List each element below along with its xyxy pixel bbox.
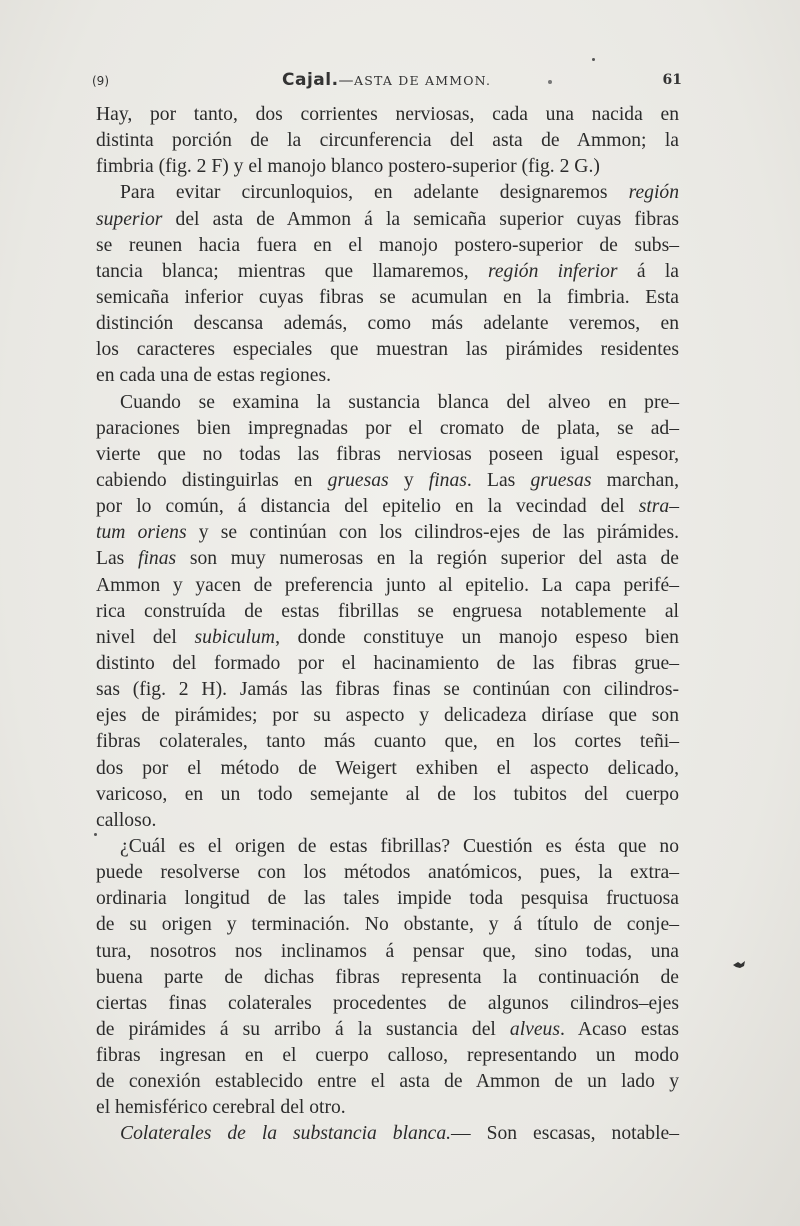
text-line (96, 259, 679, 285)
text-run: nivel del (96, 626, 195, 648)
text-run: tura, nosotros nos inclinamos á pensar que, sino todas, una (96, 940, 679, 962)
text-line (96, 180, 679, 206)
text-line (96, 939, 679, 965)
italic-term: finas (138, 548, 177, 570)
ink-blot-mark (732, 960, 746, 970)
text-run: en cada una de estas regiones. (96, 365, 332, 387)
italic-term: región (628, 182, 679, 204)
text-line (96, 520, 679, 546)
text-run: cabiendo distinguirlas en (96, 469, 328, 491)
italic-term: gruesas (327, 469, 389, 491)
text-run: varicoso, en un todo semejante al de los tubitos del cuerpo (96, 783, 679, 805)
text-line (96, 703, 679, 729)
text-run: vierte que no todas las fibras nerviosas poseen igual espesor, (96, 443, 679, 465)
text-line (96, 573, 679, 599)
text-run: ¿Cuál es el origen de estas fibrillas? Cuestión es ésta que no (120, 835, 679, 857)
text-line (96, 782, 679, 808)
text-run: . Acaso estas (559, 1018, 680, 1040)
text-run: Hay, por tanto, dos corrientes nerviosas, cada una nacida en (96, 104, 679, 125)
text-run: se reunen hacia fuera en el manojo postero-superior de subs– (96, 234, 679, 256)
text-run: ciertas finas colaterales procedentes de algunos cilindros–ejes (96, 992, 679, 1014)
italic-term: alveus (509, 1018, 560, 1040)
text-line (96, 207, 679, 233)
text-line (96, 834, 679, 860)
author-name: Cajal. (282, 70, 339, 90)
ink-speck (592, 58, 595, 61)
text-line (96, 416, 679, 442)
text-run: Cuando se examina la sustancia blanca del alveo en pre– (120, 391, 679, 413)
text-run: el hemisférico cerebral del otro. (96, 1097, 346, 1119)
running-title (282, 70, 491, 90)
text-run: , donde constituye un manojo espeso bien (275, 626, 679, 648)
text-run: del asta de Ammon á la semicaña superior cuyas fibras (162, 208, 679, 230)
text-run: marchan, (591, 469, 679, 491)
italic-term: finas (428, 469, 467, 491)
text-run: paraciones bien impregnadas por el cromato de plata, se ad– (96, 417, 679, 439)
text-line (96, 860, 679, 886)
text-run: puede resolverse con los métodos anatómicos, pues, la extra– (96, 862, 679, 884)
text-line (96, 808, 679, 834)
text-line (96, 756, 679, 782)
text-line (96, 390, 679, 416)
text-run: los caracteres especiales que muestran las pirámides residentes (96, 339, 679, 361)
text-run: ejes de pirámides; por su aspecto y delicadeza diríase que son (96, 705, 679, 727)
text-line (96, 625, 679, 651)
body-text (96, 102, 679, 1148)
text-line (96, 337, 679, 363)
text-line (96, 468, 679, 494)
text-line (96, 991, 679, 1017)
text-line (96, 1121, 679, 1147)
italic-term: Colaterales de la substancia blanca. (120, 1123, 452, 1145)
text-run: Para evitar circunloquios, en adelante designaremos (120, 182, 629, 204)
text-run: ordinaria longitud de las tales impide toda pesquisa fructuosa (96, 888, 679, 910)
text-line (96, 1017, 679, 1043)
running-header (92, 70, 682, 96)
italic-term: superior (96, 208, 163, 230)
text-run: fibras ingresan en el cuerpo calloso, representando un modo (96, 1045, 679, 1067)
italic-term: región inferior (487, 260, 618, 282)
text-run: rica construída de estas fibrillas se engruesa notablemente al (96, 600, 679, 622)
text-line (96, 363, 679, 389)
text-line (96, 912, 679, 938)
italic-term: gruesas (530, 469, 592, 491)
text-run: calloso. (96, 809, 157, 831)
text-line (96, 677, 679, 703)
text-line (96, 154, 679, 180)
text-run: distinción descansa además, como más adelante veremos, en (96, 313, 679, 335)
text-run: Ammon y yacen de preferencia junto al epitelio. La capa perifé– (96, 574, 679, 596)
text-line (96, 729, 679, 755)
text-run: . Las (466, 469, 531, 491)
italic-term: subiculum (194, 626, 276, 648)
italic-term: stra– (638, 496, 679, 518)
text-line (96, 311, 679, 337)
text-line (96, 285, 679, 311)
text-line (96, 1069, 679, 1095)
text-run: son muy numerosas en la región superior del asta de (176, 548, 679, 570)
italic-term: tum oriens (96, 522, 187, 544)
text-run: semicaña inferior cuyas fibras se acumulan en la fimbria. Esta (96, 286, 679, 308)
text-run: y se continúan con los cilindros-ejes de las pirámides. (186, 522, 679, 544)
text-line (96, 1095, 679, 1121)
text-run: de su origen y terminación. No obstante, y á título de conje– (96, 914, 679, 936)
text-line (96, 233, 679, 259)
text-line (96, 886, 679, 912)
text-line (96, 965, 679, 991)
text-run: dos por el método de Weigert exhiben el aspecto delicado, (96, 757, 679, 779)
text-line (96, 546, 679, 572)
text-line (96, 102, 679, 128)
page-marker: (9) (92, 74, 109, 88)
text-line (96, 599, 679, 625)
text-run: de pirámides á su arribo á la sustancia del (96, 1018, 510, 1040)
text-line (96, 128, 679, 154)
text-run: fimbria (fig. 2 F) y el manojo blanco postero-superior (fig. 2 G.) (96, 156, 600, 178)
text-line (96, 494, 679, 520)
text-run: Las (96, 548, 139, 570)
ink-speck (94, 833, 97, 836)
text-run: sas (fig. 2 H). Jamás las fibras finas se continúan con cilindros- (96, 679, 679, 701)
text-run: fibras colaterales, tanto más cuanto que, en los cortes teñi– (96, 731, 679, 753)
text-line (96, 651, 679, 677)
page-number: 61 (662, 72, 682, 88)
text-run: á la (617, 260, 679, 282)
text-line (96, 442, 679, 468)
text-run: y (388, 469, 429, 491)
text-run: buena parte de dichas fibras representa la continuación de (96, 966, 679, 988)
text-run: tancia blanca; mientras que llamaremos, (96, 260, 488, 282)
text-run: — Son escasas, notable– (451, 1123, 680, 1145)
text-line (96, 1043, 679, 1069)
text-run: distinto del formado por el hacinamiento de las fibras grue– (96, 652, 679, 674)
chapter-title: ASTA DE AMMON. (354, 73, 492, 88)
title-dash: — (338, 71, 355, 89)
text-run: por lo común, á distancia del epitelio en la vecindad del (96, 496, 639, 518)
text-run: distinta porción de la circunferencia del asta de Ammon; la (96, 130, 679, 152)
ink-speck (548, 80, 552, 84)
text-run: de conexión establecido entre el asta de Ammon de un lado y (96, 1071, 679, 1093)
